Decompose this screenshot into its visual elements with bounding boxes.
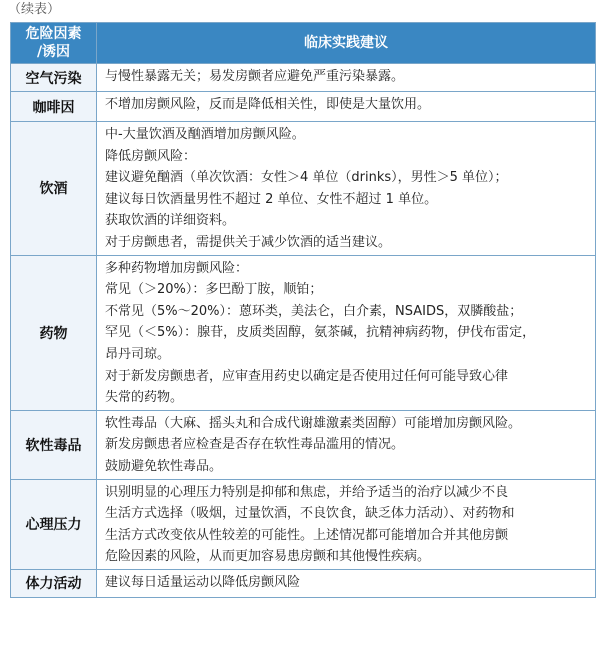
advice-cell bbox=[97, 410, 596, 479]
advice-line: 建议避免酗酒（单次饮酒：女性＞4 单位（drinks），男性＞5 单位）； bbox=[105, 170, 508, 186]
risk-factor-cell: 药物 bbox=[11, 255, 97, 410]
advice-cell bbox=[97, 569, 596, 597]
advice-line: 中-大量饮酒及酗酒增加房颤风险。 bbox=[105, 127, 305, 142]
advice-line: 鼓励避免软性毒品。 bbox=[105, 458, 223, 474]
table-row-soft-drugs bbox=[11, 410, 596, 479]
advice-cell bbox=[97, 479, 596, 569]
table-row-drugs bbox=[11, 255, 596, 410]
advice-line: 昂丹司琼。 bbox=[105, 346, 171, 362]
advice-line: 多种药物增加房颤风险： bbox=[105, 260, 249, 276]
advice-line: 获取饮酒的详细资料。 bbox=[105, 213, 236, 229]
risk-factor-cell: 心理压力 bbox=[11, 479, 97, 569]
advice-line: 罕见（＜5%）：腺苷，皮质类固醇，氨茶碱，抗精神病药物，伊伐布雷定， bbox=[105, 325, 536, 341]
advice-cell bbox=[97, 64, 596, 92]
advice-cell bbox=[97, 92, 596, 122]
advice-line: 识别明显的心理压力特别是抑郁和焦虑，并给予适当的治疗以减少不良 bbox=[105, 484, 509, 500]
advice-cell bbox=[97, 122, 596, 256]
header-risk-factor-line2: /诱因 bbox=[36, 44, 71, 60]
advice-line: 失常的药物。 bbox=[105, 390, 184, 406]
table-row-air-pollution bbox=[11, 64, 596, 92]
risk-factor-cell: 饮酒 bbox=[11, 122, 97, 256]
table-row-physical-activity bbox=[11, 569, 596, 597]
advice-line: 建议每日适量运动以降低房颤风险 bbox=[105, 574, 301, 590]
advice-line: 新发房颤患者应检查是否存在软性毒品滥用的情况。 bbox=[105, 437, 405, 453]
advice-line: 不常见（5%～20%）：蒽环类，美法仑，白介素，NSAIDS，双膦酸盐； bbox=[105, 303, 523, 319]
continued-table-note: （续表） bbox=[8, 2, 61, 17]
advice-line: 常见（＞20%）：多巴酚丁胺，顺铂； bbox=[105, 282, 323, 298]
advice-line: 降低房颤风险： bbox=[105, 148, 197, 164]
risk-factor-cell: 体力活动 bbox=[11, 569, 97, 597]
advice-line: 对于新发房颤患者，应审查用药史以确定是否使用过任何可能导致心律 bbox=[105, 368, 509, 384]
advice-line: 生活方式改变依从性较差的可能性。上述情况都可能增加合并其他房颤 bbox=[105, 527, 509, 543]
table-row-alcohol bbox=[11, 122, 596, 256]
header-risk-factor-line1: 危险因素 bbox=[25, 26, 82, 42]
advice-line: 对于房颤患者，需提供关于减少饮酒的适当建议。 bbox=[105, 234, 392, 250]
table-row-psychological-stress bbox=[11, 479, 596, 569]
risk-factor-table bbox=[10, 22, 596, 598]
table-row-caffeine bbox=[11, 92, 596, 122]
advice-line: 危险因素的风险，从而更加容易患房颤和其他慢性疾病。 bbox=[105, 549, 431, 565]
risk-factor-cell: 咖啡因 bbox=[11, 92, 97, 122]
advice-line: 不增加房颤风险，反而是降低相关性，即使是大量饮用。 bbox=[105, 97, 431, 112]
advice-line: 软性毒品（大麻、摇头丸和合成代谢雄激素类固醇）可能增加房颤风险。 bbox=[105, 415, 522, 431]
header-clinical-advice: 临床实践建议 bbox=[97, 23, 596, 64]
table-header-row bbox=[11, 23, 596, 64]
risk-factor-cell: 空气污染 bbox=[11, 64, 97, 92]
advice-line: 建议每日饮酒量男性不超过 2 单位、女性不超过 1 单位。 bbox=[105, 191, 438, 207]
risk-factor-cell: 软性毒品 bbox=[11, 410, 97, 479]
advice-line: 与慢性暴露无关；易发房颤者应避免严重污染暴露。 bbox=[105, 69, 405, 84]
header-risk-factor bbox=[11, 23, 97, 64]
advice-cell bbox=[97, 255, 596, 410]
advice-line: 生活方式选择（吸烟，过量饮酒，不良饮食，缺乏体力活动）、对药物和 bbox=[105, 506, 515, 522]
